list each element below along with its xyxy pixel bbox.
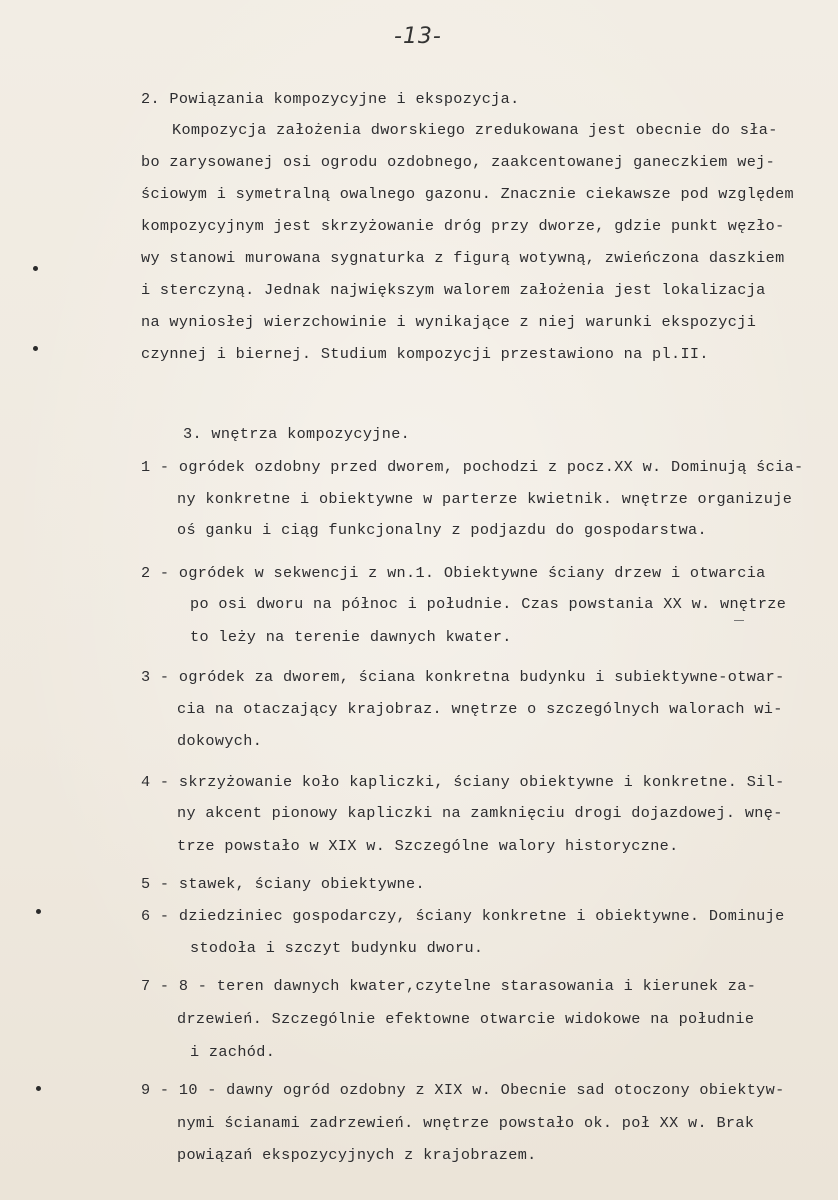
margin-dot: [33, 346, 38, 351]
list-item-line: 6 - dziedziniec gospodarczy, ściany konkretne i obiektywne. Dominuje: [141, 907, 785, 925]
margin-dot: [33, 266, 38, 271]
list-item-line: dokowych.: [177, 732, 263, 750]
list-item-line: 5 - stawek, ściany obiektywne.: [141, 875, 425, 893]
section-2-line: i sterczyną. Jednak największym walorem założenia jest lokalizacja: [141, 281, 766, 299]
list-item-line: drzewień. Szczególnie efektowne otwarcie widokowe na południe: [177, 1010, 755, 1028]
list-item-line: po osi dworu na północ i południe. Czas powstania XX w. wnętrze: [190, 595, 787, 613]
list-item-line: to leży na terenie dawnych kwater.: [190, 628, 512, 646]
list-item-line: trze powstało w XIX w. Szczególne walory historyczne.: [177, 837, 679, 855]
list-item-line: 9 - 10 - dawny ogród ozdobny z XIX w. Obecnie sad otoczony obiektyw-: [141, 1081, 785, 1099]
section-2-line: kompozycyjnym jest skrzyżowanie dróg przy dworze, gdzie punkt węzło-: [141, 217, 785, 235]
section-2-line: Kompozycja założenia dworskiego zredukowana jest obecnie do sła-: [172, 121, 778, 139]
list-item-line: cia na otaczający krajobraz. wnętrze o szczególnych walorach wi-: [177, 700, 783, 718]
list-item-line: 1 - ogródek ozdobny przed dworem, pochodzi z pocz.XX w. Dominują ścia-: [141, 458, 804, 476]
list-item-line: ny konkretne i obiektywne w parterze kwietnik. wnętrze organizuje: [177, 490, 793, 508]
page-number: -13-: [394, 24, 442, 49]
list-item-line: oś ganku i ciąg funkcjonalny z podjazdu do gospodarstwa.: [177, 521, 707, 539]
list-item-line: 7 - 8 - teren dawnych kwater,czytelne starasowania i kierunek za-: [141, 977, 757, 995]
list-item-line: ny akcent pionowy kapliczki na zamknięciu drogi dojazdowej. wnę-: [177, 804, 783, 822]
section-2-line: na wyniosłej wierzchowinie i wynikające z niej warunki ekspozycji: [141, 313, 757, 331]
section-2-line: bo zarysowanej osi ogrodu ozdobnego, zaakcentowanej ganeczkiem wej-: [141, 153, 776, 171]
section-2-line: wy stanowi murowana sygnaturka z figurą wotywną, zwieńczona daszkiem: [141, 249, 785, 267]
section-3-heading: 3. wnętrza kompozycyjne.: [183, 425, 411, 443]
section-2-line: czynnej i biernej. Studium kompozycji przestawiono na pl.II.: [141, 345, 709, 363]
list-item-line: nymi ścianami zadrzewień. wnętrze powstało ok. poł XX w. Brak: [177, 1114, 755, 1132]
list-item-line: powiązań ekspozycyjnych z krajobrazem.: [177, 1146, 537, 1164]
margin-dot: [36, 1086, 41, 1091]
list-item-line: stodoła i szczyt budynku dworu.: [190, 939, 484, 957]
list-item-line: 3 - ogródek za dworem, ściana konkretna budynku i subiektywne-otwar-: [141, 668, 785, 686]
list-item-line: 2 - ogródek w sekwencji z wn.1. Obiektywne ściany drzew i otwarcia: [141, 564, 766, 582]
section-2-line: ściowym i symetralną owalnego gazonu. Znacznie ciekawsze pod względem: [141, 185, 795, 203]
list-item-line: i zachód.: [190, 1043, 276, 1061]
section-2-heading: 2. Powiązania kompozycyjne i ekspozycja.: [141, 90, 520, 108]
list-item-line: 4 - skrzyżowanie koło kapliczki, ściany obiektywne i konkretne. Sil-: [141, 773, 785, 791]
stray-mark: [734, 620, 744, 621]
margin-dot: [36, 909, 41, 914]
